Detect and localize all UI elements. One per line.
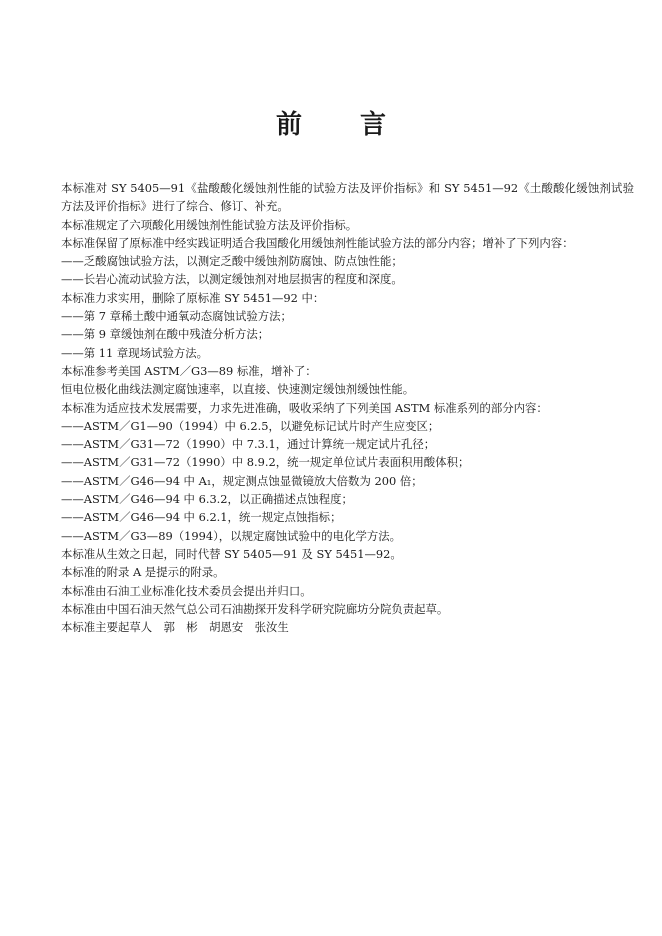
list-item-9: ——ASTM／G46—94 中 A₁，规定测点蚀显微镜放大倍数为 200 倍；: [61, 473, 423, 488]
paragraph-12: 本标准主要起草人 郭 彬 胡恩安 张汝生: [61, 620, 289, 635]
paragraph-4: 本标准力求实用，删除了原标准 SY 5451—92 中：: [61, 290, 325, 305]
paragraph-5: 本标准参考美国 ASTM／G3—89 标准，增补了：: [61, 363, 317, 378]
list-item-3: ——第 7 章稀土酸中通氧动态腐蚀试验方法；: [61, 309, 292, 324]
foreword-body: [38, 179, 634, 636]
paragraph-11: 本标准由中国石油天然气总公司石油勘探开发科学研究院廊坊分院负责起草。: [61, 601, 449, 616]
paragraph-1: 本标准对 SY 5405—91《盐酸酸化缓蚀剂性能的试验方法及评价指标》和 SY 5451—92《土酸酸化缓蚀剂试验方法及评价指标》进行了综合、修订、补充。: [61, 181, 634, 214]
list-item-5: ——第 11 章现场试验方法。: [61, 345, 209, 360]
list-item-2: ——长岩心流动试验方法，以测定缓蚀剂对地层损害的程度和深度。: [61, 272, 403, 287]
list-item-11: ——ASTM／G46—94 中 6.2.1，统一规定点蚀指标；: [61, 510, 342, 525]
list-item-4: ——第 9 章缓蚀剂在酸中残渣分析方法；: [61, 327, 270, 342]
list-item-7: ——ASTM／G31—72（1990）中 7.3.1，通过计算统一规定试片孔径；: [61, 437, 436, 452]
paragraph-6: 恒电位极化曲线法测定腐蚀速率，以直接、快速测定缓蚀剂缓蚀性能。: [61, 382, 415, 397]
paragraph-7: 本标准为适应技术发展需要，力求先进准确，吸收采纳了下列美国 ASTM 标准系列的部分内容：: [61, 400, 548, 415]
list-item-6: ——ASTM／G1—90（1994）中 6.2.5，以避免标记试片时产生应变区；: [61, 418, 440, 433]
paragraph-2: 本标准规定了六项酸化用缓蚀剂性能试验方法及评价指标。: [61, 217, 358, 232]
page-title: 前言: [275, 110, 444, 140]
list-item-12: ——ASTM／G3—89（1994），以规定腐蚀试验中的电化学方法。: [61, 528, 402, 543]
list-item-1: ——乏酸腐蚀试验方法，以测定乏酸中缓蚀剂防腐蚀、防点蚀性能；: [61, 254, 403, 269]
paragraph-9: 本标准的附录 A 是提示的附录。: [61, 565, 225, 580]
paragraph-8: 本标准从生效之日起，同时代替 SY 5405—91 及 SY 5451—92。: [61, 546, 402, 561]
list-item-10: ——ASTM／G46—94 中 6.3.2，以正确描述点蚀程度；: [61, 492, 353, 507]
paragraph-3: 本标准保留了原标准中经实践证明适合我国酸化用缓蚀剂性能试验方法的部分内容；增补了下列内容：: [61, 235, 574, 250]
list-item-8: ——ASTM／G31—72（1990）中 8.9.2，统一规定单位试片表面积用酸体积；: [61, 455, 470, 470]
paragraph-10: 本标准由石油工业标准化技术委员会提出并归口。: [61, 583, 312, 598]
